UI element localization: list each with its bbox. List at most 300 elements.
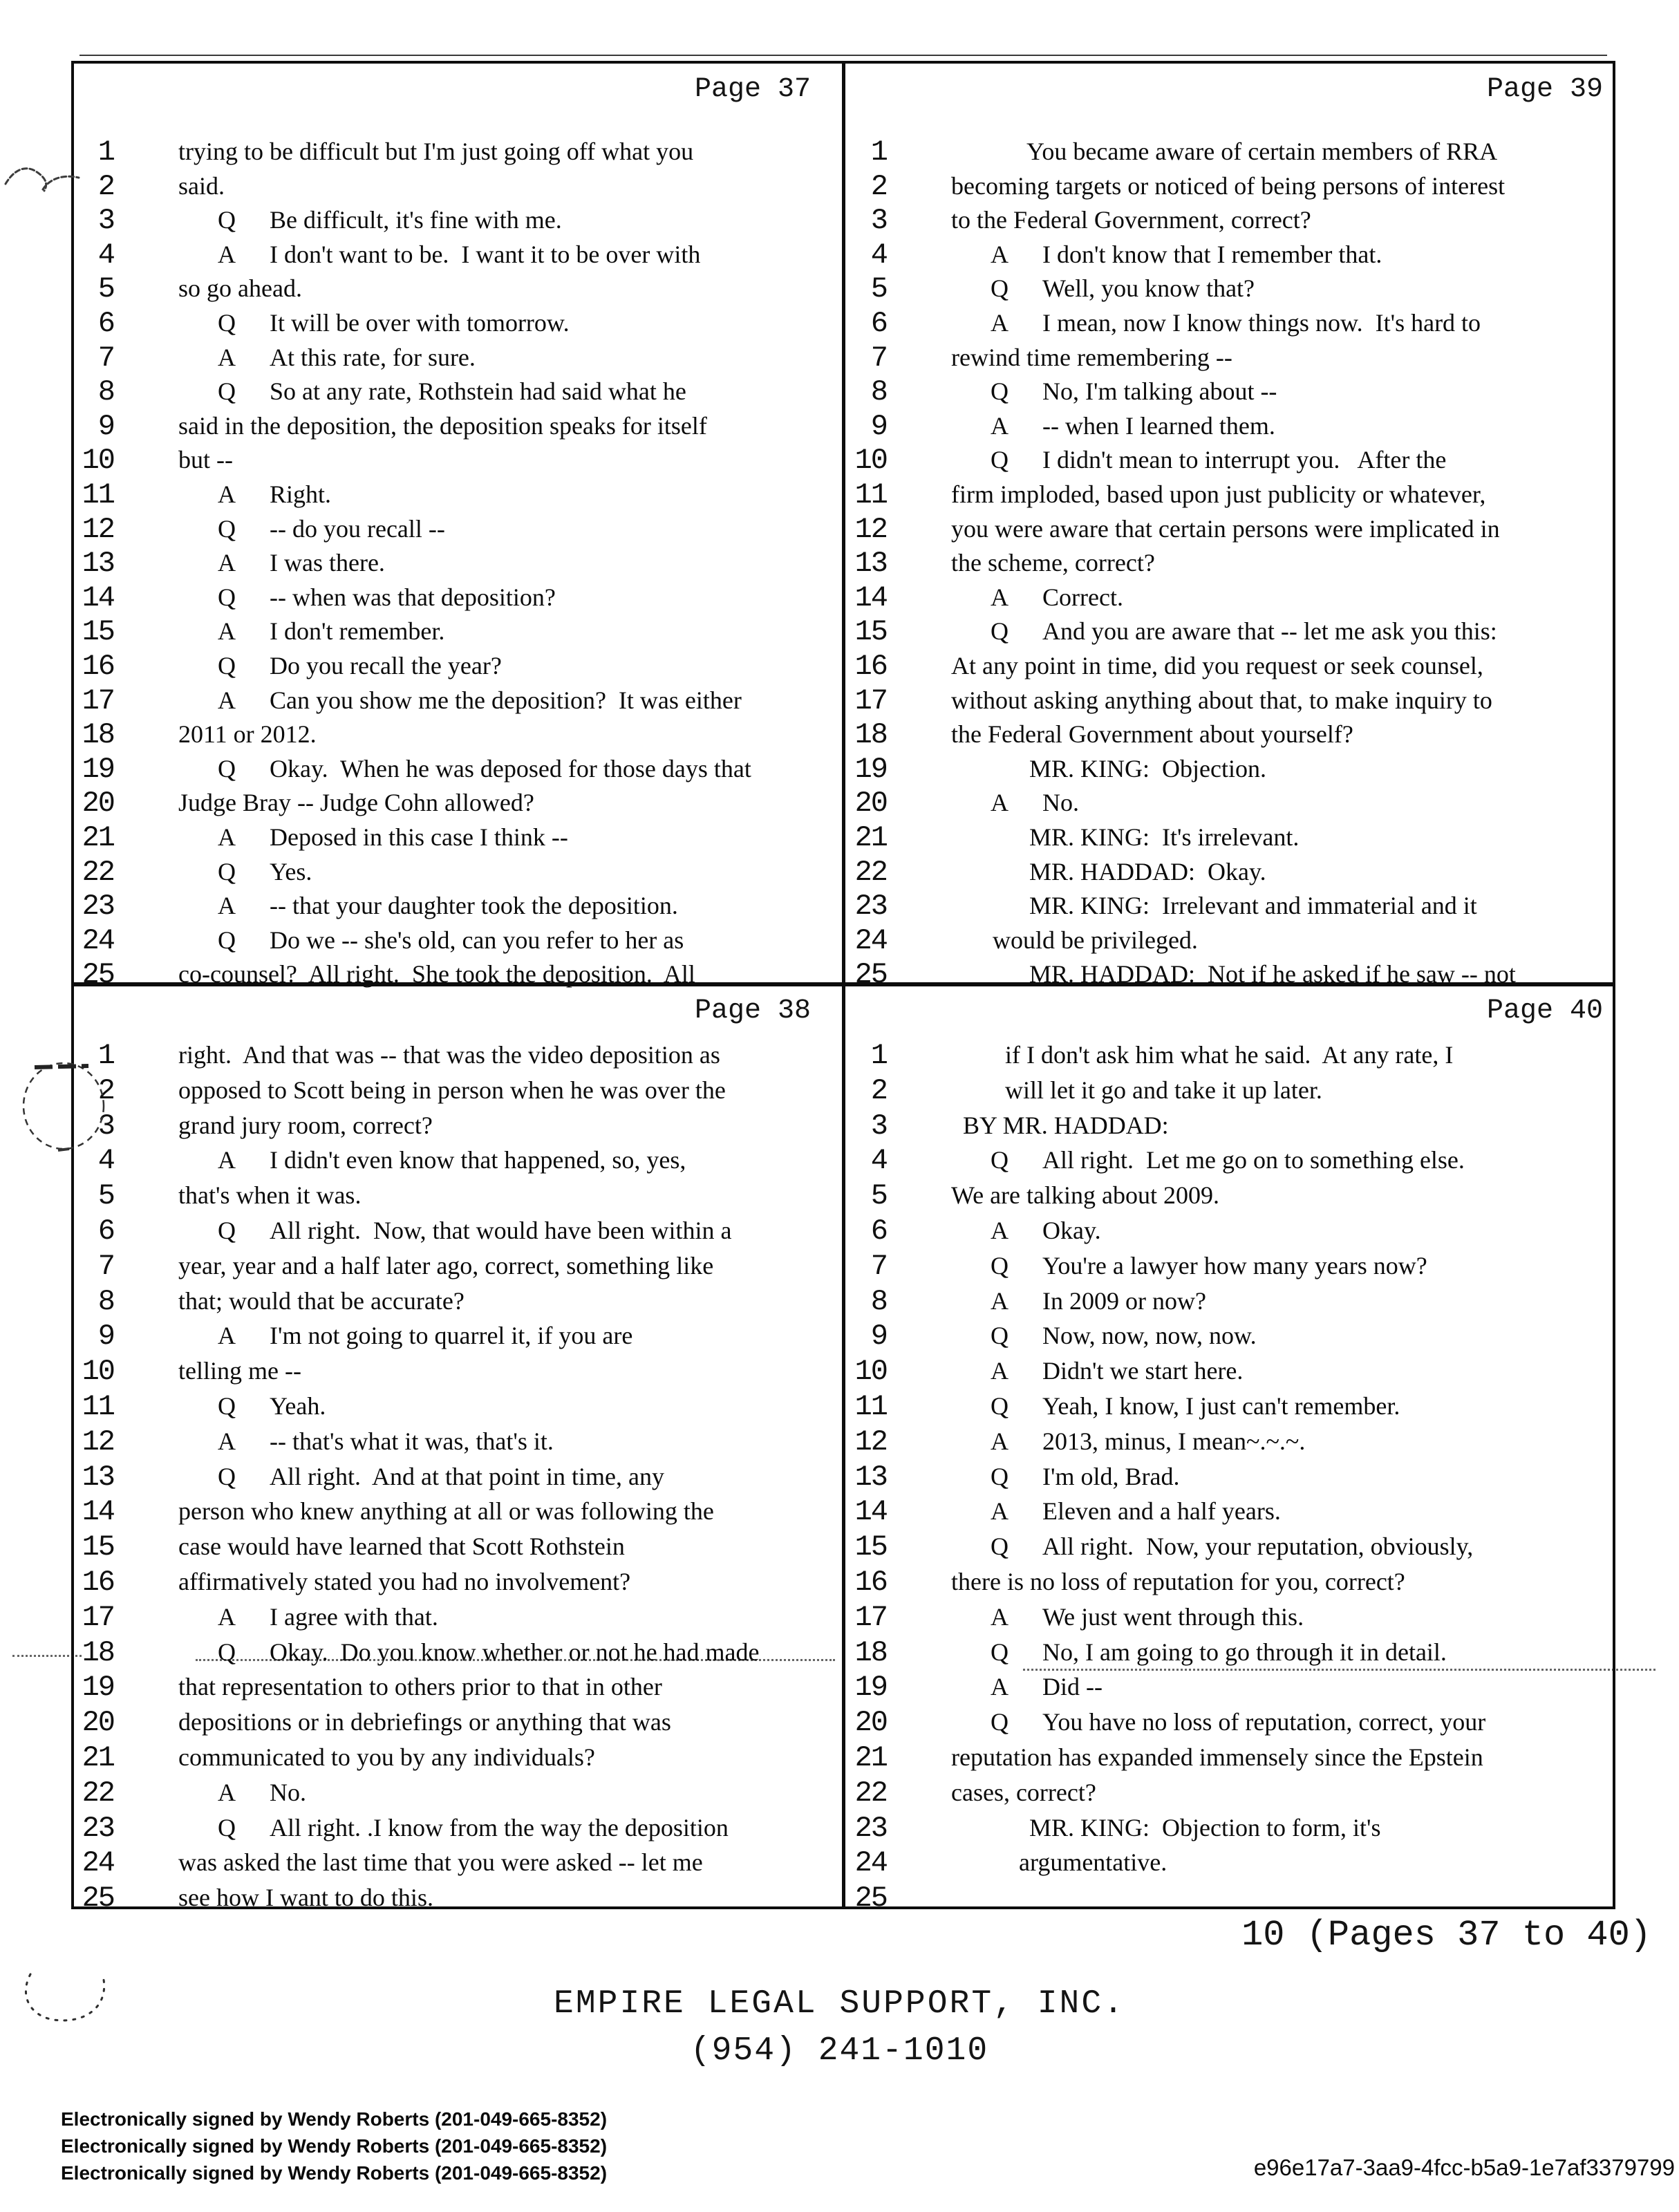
line-number: 18 xyxy=(854,718,887,751)
line-number: 10 xyxy=(82,444,114,477)
line-number: 11 xyxy=(854,1390,887,1423)
line-number: 8 xyxy=(870,1285,887,1318)
speaker-letter: A xyxy=(218,480,236,508)
line-number: 5 xyxy=(97,272,114,306)
speaker-letter: Q xyxy=(991,1638,1009,1666)
speaker-letter: Q xyxy=(218,309,236,337)
line-text: I was there. xyxy=(270,549,385,577)
line-number: 12 xyxy=(854,1425,887,1459)
line-text: Okay. Do you know whether or not he had made xyxy=(270,1638,760,1666)
line-text: Did -- xyxy=(1042,1673,1103,1700)
speaker-letter: Q xyxy=(991,1533,1009,1560)
speaker-letter: A xyxy=(218,892,236,919)
transcript-line xyxy=(844,135,1615,170)
transcript-line xyxy=(844,478,1615,513)
transcript-line xyxy=(844,1250,1615,1284)
line-number: 19 xyxy=(854,1671,887,1704)
line-number: 24 xyxy=(854,1846,887,1880)
transcript-line xyxy=(844,1530,1615,1565)
transcript-line xyxy=(71,272,842,307)
transcript-line xyxy=(844,1215,1615,1249)
speaker-letter: A xyxy=(991,412,1009,440)
line-text: cases, correct? xyxy=(951,1779,1096,1806)
transcript-quadrant-page-39 xyxy=(844,61,1615,991)
transcript-line xyxy=(844,444,1615,478)
line-number: 24 xyxy=(854,924,887,957)
line-text: MR. KING: Irrelevant and immaterial and it xyxy=(1029,892,1477,919)
transcript-line xyxy=(844,1741,1615,1776)
document-id: e96e17a7-3aa9-4fcc-b5a9-1e7af3379799 xyxy=(1253,2155,1675,2180)
speaker-letter: Q xyxy=(991,446,1009,474)
line-text: you were aware that certain persons were implicated in xyxy=(951,515,1500,543)
line-number: 15 xyxy=(854,615,887,648)
line-text: No. xyxy=(270,1779,306,1806)
speaker-letter: A xyxy=(218,1322,236,1349)
transcript-line xyxy=(844,856,1615,890)
line-text: was asked the last time that you were asked -- let me xyxy=(178,1848,703,1876)
transcript-line xyxy=(71,478,842,513)
line-text: MR. KING: Objection to form, it's xyxy=(1029,1814,1381,1841)
speaker-letter: A xyxy=(991,1287,1009,1315)
speaker-letter: A xyxy=(991,1497,1009,1525)
line-number: 23 xyxy=(854,890,887,923)
line-text: that's when it was. xyxy=(178,1181,362,1209)
line-number: 16 xyxy=(82,1566,114,1599)
line-text: without asking anything about that, to make inquiry to xyxy=(951,686,1492,714)
line-number: 3 xyxy=(870,1109,887,1143)
line-number: 16 xyxy=(854,650,887,683)
speaker-letter: Q xyxy=(991,617,1009,645)
line-number: 17 xyxy=(82,1601,114,1634)
line-text: I didn't even know that happened, so, yes, xyxy=(270,1146,686,1174)
transcript-line xyxy=(844,787,1615,821)
line-text: We are talking about 2009. xyxy=(951,1181,1219,1209)
line-number: 7 xyxy=(97,1250,114,1283)
line-text: but -- xyxy=(178,446,233,474)
line-number: 7 xyxy=(870,1250,887,1283)
speaker-letter: A xyxy=(218,344,236,371)
speaker-letter: Q xyxy=(991,1322,1009,1349)
line-text: the Federal Government about yourself? xyxy=(951,720,1353,748)
speaker-letter: A xyxy=(991,1427,1009,1455)
line-text: becoming targets or noticed of being persons of interest xyxy=(951,172,1506,200)
line-number: 14 xyxy=(82,1495,114,1528)
line-text: Do we -- she's old, can you refer to her as xyxy=(270,926,684,954)
speaker-letter: A xyxy=(991,1217,1009,1244)
line-text: right. And that was -- that was the video deposition as xyxy=(178,1041,720,1069)
transcript-line xyxy=(71,1530,842,1565)
page-number-header: Page 39 xyxy=(1486,74,1603,105)
transcript-line xyxy=(844,1425,1615,1460)
transcript-line xyxy=(71,1390,842,1425)
line-number: 7 xyxy=(870,341,887,375)
line-number: 16 xyxy=(854,1566,887,1599)
line-number: 2 xyxy=(97,170,114,203)
speaker-letter: Q xyxy=(991,377,1009,405)
line-text: -- when was that deposition? xyxy=(270,583,556,611)
speaker-letter: A xyxy=(218,617,236,645)
line-text: Okay. xyxy=(1042,1217,1101,1244)
line-text: Now, now, now, now. xyxy=(1042,1322,1257,1349)
line-text: All right. Now, that would have been within a xyxy=(270,1217,732,1244)
transcript-line xyxy=(844,1882,1615,1916)
line-text: -- when I learned them. xyxy=(1042,412,1275,440)
transcript-line xyxy=(71,924,842,959)
line-text: I don't want to be. I want it to be over with xyxy=(270,241,701,268)
transcript-line xyxy=(71,1074,842,1109)
signature-line: Electronically signed by Wendy Roberts (201-049-665-8352) xyxy=(61,2108,608,2130)
speaker-letter: Q xyxy=(218,377,236,405)
line-number: 17 xyxy=(854,684,887,718)
line-number: 23 xyxy=(82,890,114,923)
line-number: 8 xyxy=(870,375,887,409)
speaker-letter: Q xyxy=(218,926,236,954)
line-text: the scheme, correct? xyxy=(951,549,1155,577)
transcript-line xyxy=(844,1495,1615,1530)
transcript-line xyxy=(844,1812,1615,1846)
transcript-line xyxy=(71,753,842,787)
line-text: rewind time remembering -- xyxy=(951,344,1232,371)
transcript-line xyxy=(844,581,1615,616)
transcript-line xyxy=(71,1671,842,1705)
line-number: 18 xyxy=(82,1636,114,1669)
line-text: I mean, now I know things now. It's hard to xyxy=(1042,309,1481,337)
transcript-line xyxy=(844,1461,1615,1495)
line-text: Deposed in this case I think -- xyxy=(270,823,568,851)
line-text: It will be over with tomorrow. xyxy=(270,309,570,337)
transcript-line xyxy=(71,170,842,205)
line-text: MR. HADDAD: Not if he asked if he saw -- not xyxy=(1029,960,1516,988)
line-number: 6 xyxy=(870,1215,887,1248)
line-number: 19 xyxy=(854,753,887,786)
line-number: 25 xyxy=(82,1882,114,1915)
line-number: 15 xyxy=(82,615,114,648)
line-number: 15 xyxy=(82,1530,114,1564)
transcript-line xyxy=(844,410,1615,444)
line-text: affirmatively stated you had no involvement? xyxy=(178,1568,631,1595)
court-reporter-company: EMPIRE LEGAL SUPPORT, INC. xyxy=(554,1985,1125,2023)
line-number: 4 xyxy=(97,238,114,272)
transcript-line xyxy=(844,272,1615,307)
line-text: depositions or in debriefings or anything that was xyxy=(178,1708,671,1736)
transcript-line xyxy=(71,1461,842,1495)
line-text: Be difficult, it's fine with me. xyxy=(270,206,562,234)
transcript-line xyxy=(844,684,1615,719)
line-text: there is no loss of reputation for you, correct? xyxy=(951,1568,1405,1595)
transcript-line xyxy=(71,135,842,170)
line-number: 25 xyxy=(854,958,887,991)
page-number-header: Page 37 xyxy=(694,74,811,105)
transcript-line xyxy=(844,341,1615,376)
line-number: 13 xyxy=(82,1461,114,1494)
line-number: 8 xyxy=(97,1285,114,1318)
transcript-line xyxy=(71,1039,842,1074)
line-text: Right. xyxy=(270,480,332,508)
line-text: would be privileged. xyxy=(993,926,1198,954)
transcript-line xyxy=(71,204,842,238)
transcript-line xyxy=(71,341,842,376)
line-number: 10 xyxy=(854,444,887,477)
line-number: 16 xyxy=(82,650,114,683)
speaker-letter: Q xyxy=(991,1392,1009,1420)
line-text: All right. Now, your reputation, obviously, xyxy=(1042,1533,1474,1560)
transcript-line xyxy=(71,856,842,890)
line-text: In 2009 or now? xyxy=(1042,1287,1206,1315)
transcript-line xyxy=(71,1495,842,1530)
transcript-line xyxy=(844,1355,1615,1389)
speaker-letter: Q xyxy=(218,858,236,885)
speaker-letter: Q xyxy=(218,1392,236,1420)
transcript-line xyxy=(844,513,1615,547)
line-number: 14 xyxy=(82,581,114,615)
speaker-letter: A xyxy=(991,1603,1009,1631)
line-number: 13 xyxy=(854,547,887,580)
line-number: 8 xyxy=(97,375,114,409)
line-number: 22 xyxy=(854,1777,887,1810)
line-text: communicated to you by any individuals? xyxy=(178,1743,595,1771)
line-text: I don't know that I remember that. xyxy=(1042,241,1382,268)
speaker-letter: A xyxy=(218,1779,236,1806)
transcript-line xyxy=(844,1846,1615,1881)
line-number: 14 xyxy=(854,1495,887,1528)
transcript-line xyxy=(71,1566,842,1600)
speaker-letter: A xyxy=(218,1427,236,1455)
line-number: 12 xyxy=(82,1425,114,1459)
scan-edge-line xyxy=(79,55,1607,56)
line-number: 2 xyxy=(870,170,887,203)
line-number: 20 xyxy=(854,1706,887,1739)
page-number-header: Page 40 xyxy=(1486,995,1603,1027)
transcript-line xyxy=(844,307,1615,341)
line-number: 24 xyxy=(82,1846,114,1880)
line-number: 18 xyxy=(82,718,114,751)
line-text: So at any rate, Rothstein had said what he xyxy=(270,377,686,405)
speaker-letter: A xyxy=(991,1673,1009,1700)
line-text: Didn't we start here. xyxy=(1042,1357,1244,1385)
line-number: 9 xyxy=(870,1320,887,1353)
transcript-line xyxy=(844,1566,1615,1600)
transcript-line xyxy=(844,1706,1615,1741)
transcript-line xyxy=(844,890,1615,924)
speaker-letter: Q xyxy=(991,1146,1009,1174)
line-number: 1 xyxy=(870,135,887,169)
line-number: 5 xyxy=(97,1179,114,1212)
line-number: 22 xyxy=(82,1777,114,1810)
line-number: 17 xyxy=(854,1601,887,1634)
line-text: said in the deposition, the deposition speaks for itself xyxy=(178,412,707,440)
line-number: 5 xyxy=(870,272,887,306)
speaker-letter: A xyxy=(218,686,236,714)
line-text: No. xyxy=(1042,789,1079,816)
line-number: 12 xyxy=(854,513,887,546)
transcript-line xyxy=(844,1601,1615,1635)
line-text: I agree with that. xyxy=(270,1603,438,1631)
transcript-line xyxy=(844,170,1615,205)
speaker-letter: A xyxy=(218,241,236,268)
line-text: You became aware of certain members of RRA xyxy=(1026,138,1498,165)
transcript-quadrant-page-38 xyxy=(71,986,842,1915)
line-number: 10 xyxy=(854,1355,887,1388)
transcript-line xyxy=(844,547,1615,581)
transcript-line xyxy=(844,1636,1615,1671)
line-number: 1 xyxy=(97,135,114,169)
transcript-line xyxy=(71,410,842,444)
line-text: so go ahead. xyxy=(178,274,302,302)
company-phone: (954) 241-1010 xyxy=(690,2032,989,2070)
line-number: 3 xyxy=(97,1109,114,1143)
line-number: 4 xyxy=(870,1144,887,1177)
line-text: All right. .I know from the way the deposition xyxy=(270,1814,729,1841)
speaker-letter: A xyxy=(218,549,236,577)
line-number: 19 xyxy=(82,753,114,786)
transcript-line xyxy=(71,1144,842,1179)
line-text: Do you recall the year? xyxy=(270,652,502,679)
line-number: 6 xyxy=(97,307,114,340)
speaker-letter: A xyxy=(991,309,1009,337)
line-text: 2011 or 2012. xyxy=(178,720,317,748)
line-number: 9 xyxy=(97,410,114,443)
signature-block xyxy=(61,2106,607,2186)
line-number: 20 xyxy=(854,787,887,820)
line-text: Judge Bray -- Judge Cohn allowed? xyxy=(178,789,534,816)
line-number: 18 xyxy=(854,1636,887,1669)
line-text: BY MR. HADDAD: xyxy=(963,1112,1169,1139)
transcript-line xyxy=(71,307,842,341)
line-number: 22 xyxy=(854,856,887,889)
line-number: 2 xyxy=(870,1074,887,1107)
line-number: 5 xyxy=(870,1179,887,1212)
transcript-line xyxy=(71,238,842,273)
line-text: All right. And at that point in time, any xyxy=(270,1463,664,1490)
line-number: 13 xyxy=(854,1461,887,1494)
line-number: 21 xyxy=(854,1741,887,1774)
line-text: Yeah, I know, I just can't remember. xyxy=(1042,1392,1400,1420)
line-text: see how I want to do this. xyxy=(178,1884,433,1911)
line-number: 15 xyxy=(854,1530,887,1564)
speaker-letter: A xyxy=(991,583,1009,611)
line-text: Yes. xyxy=(270,858,312,885)
transcript-line xyxy=(844,650,1615,684)
line-text: person who knew anything at all or was following the xyxy=(178,1497,714,1525)
transcript-line xyxy=(71,1706,842,1741)
line-number: 25 xyxy=(854,1882,887,1915)
transcript-line xyxy=(844,1390,1615,1425)
line-text: reputation has expanded immensely since the Epstein xyxy=(951,1743,1483,1771)
line-text: We just went through this. xyxy=(1042,1603,1304,1631)
transcript-line xyxy=(71,1636,842,1671)
line-text: Eleven and a half years. xyxy=(1042,1497,1281,1525)
speaker-letter: A xyxy=(218,823,236,851)
transcript-line xyxy=(844,615,1615,650)
line-number: 1 xyxy=(870,1039,887,1072)
speaker-letter: A xyxy=(218,1146,236,1174)
transcript-line xyxy=(844,1039,1615,1074)
line-text: grand jury room, correct? xyxy=(178,1112,433,1139)
transcript-line xyxy=(71,1777,842,1811)
transcript-line xyxy=(71,615,842,650)
line-text: Okay. When he was deposed for those days that xyxy=(270,755,751,782)
transcript-line xyxy=(844,1074,1615,1109)
speaker-letter: Q xyxy=(218,583,236,611)
transcript-line xyxy=(71,1425,842,1460)
transcript-line xyxy=(71,890,842,924)
line-text: said. xyxy=(178,172,225,200)
line-number: 6 xyxy=(870,307,887,340)
page-range-footer: 10 (Pages 37 to 40) xyxy=(1241,1915,1651,1956)
transcript-line xyxy=(844,204,1615,238)
line-number: 23 xyxy=(82,1812,114,1845)
line-text: argumentative. xyxy=(1019,1848,1167,1876)
line-number: 11 xyxy=(82,478,114,512)
line-number: 21 xyxy=(854,821,887,854)
line-number: 4 xyxy=(97,1144,114,1177)
transcript-line xyxy=(844,375,1615,410)
speaker-letter: Q xyxy=(991,1252,1009,1280)
line-number: 22 xyxy=(82,856,114,889)
line-text: All right. Let me go on to something else. xyxy=(1042,1146,1465,1174)
transcript-line xyxy=(71,1812,842,1846)
transcript-line xyxy=(71,1846,842,1881)
transcript-line xyxy=(844,753,1615,787)
line-text: Correct. xyxy=(1042,583,1123,611)
speaker-letter: A xyxy=(991,1357,1009,1385)
line-text: year, year and a half later ago, correct, something like xyxy=(178,1252,714,1280)
line-text: that representation to others prior to that in other xyxy=(178,1673,662,1700)
line-text: trying to be difficult but I'm just going off what you xyxy=(178,138,694,165)
transcript-quadrant-page-37 xyxy=(71,61,842,991)
transcript-line xyxy=(844,821,1615,856)
transcript-line xyxy=(71,821,842,856)
transcript-line xyxy=(71,1355,842,1389)
line-number: 2 xyxy=(97,1074,114,1107)
line-number: 17 xyxy=(82,684,114,718)
transcript-line xyxy=(844,1285,1615,1320)
transcript-line xyxy=(71,1250,842,1284)
line-text: I'm not going to quarrel it, if you are xyxy=(270,1322,633,1349)
speaker-letter: Q xyxy=(991,1708,1009,1736)
transcript-line xyxy=(844,1671,1615,1705)
transcript-line xyxy=(71,1215,842,1249)
transcript-line xyxy=(71,1882,842,1916)
transcript-line xyxy=(71,1179,842,1214)
transcript-line xyxy=(844,718,1615,753)
transcript-line xyxy=(71,650,842,684)
line-number: 21 xyxy=(82,1741,114,1774)
line-text: I didn't mean to interrupt you. After the xyxy=(1042,446,1447,474)
line-text: co-counsel? All right. She took the deposition. All xyxy=(178,960,695,988)
transcript-line xyxy=(71,1285,842,1320)
transcript-line xyxy=(71,718,842,753)
line-text: MR. KING: It's irrelevant. xyxy=(1029,823,1300,851)
transcript-line xyxy=(844,238,1615,273)
transcript-line xyxy=(844,1109,1615,1144)
line-text: You have no loss of reputation, correct, your xyxy=(1042,1708,1486,1736)
line-number: 19 xyxy=(82,1671,114,1704)
line-number: 11 xyxy=(82,1390,114,1423)
transcript-line xyxy=(71,684,842,719)
line-number: 23 xyxy=(854,1812,887,1845)
line-text: MR. KING: Objection. xyxy=(1029,755,1266,782)
transcript-line xyxy=(71,787,842,821)
speaker-letter: A xyxy=(218,1603,236,1631)
line-number: 14 xyxy=(854,581,887,615)
line-number: 9 xyxy=(97,1320,114,1353)
transcript-line xyxy=(844,1777,1615,1811)
line-number: 13 xyxy=(82,547,114,580)
transcript-line xyxy=(71,1601,842,1635)
line-text: I don't remember. xyxy=(270,617,445,645)
speaker-letter: Q xyxy=(218,1217,236,1244)
